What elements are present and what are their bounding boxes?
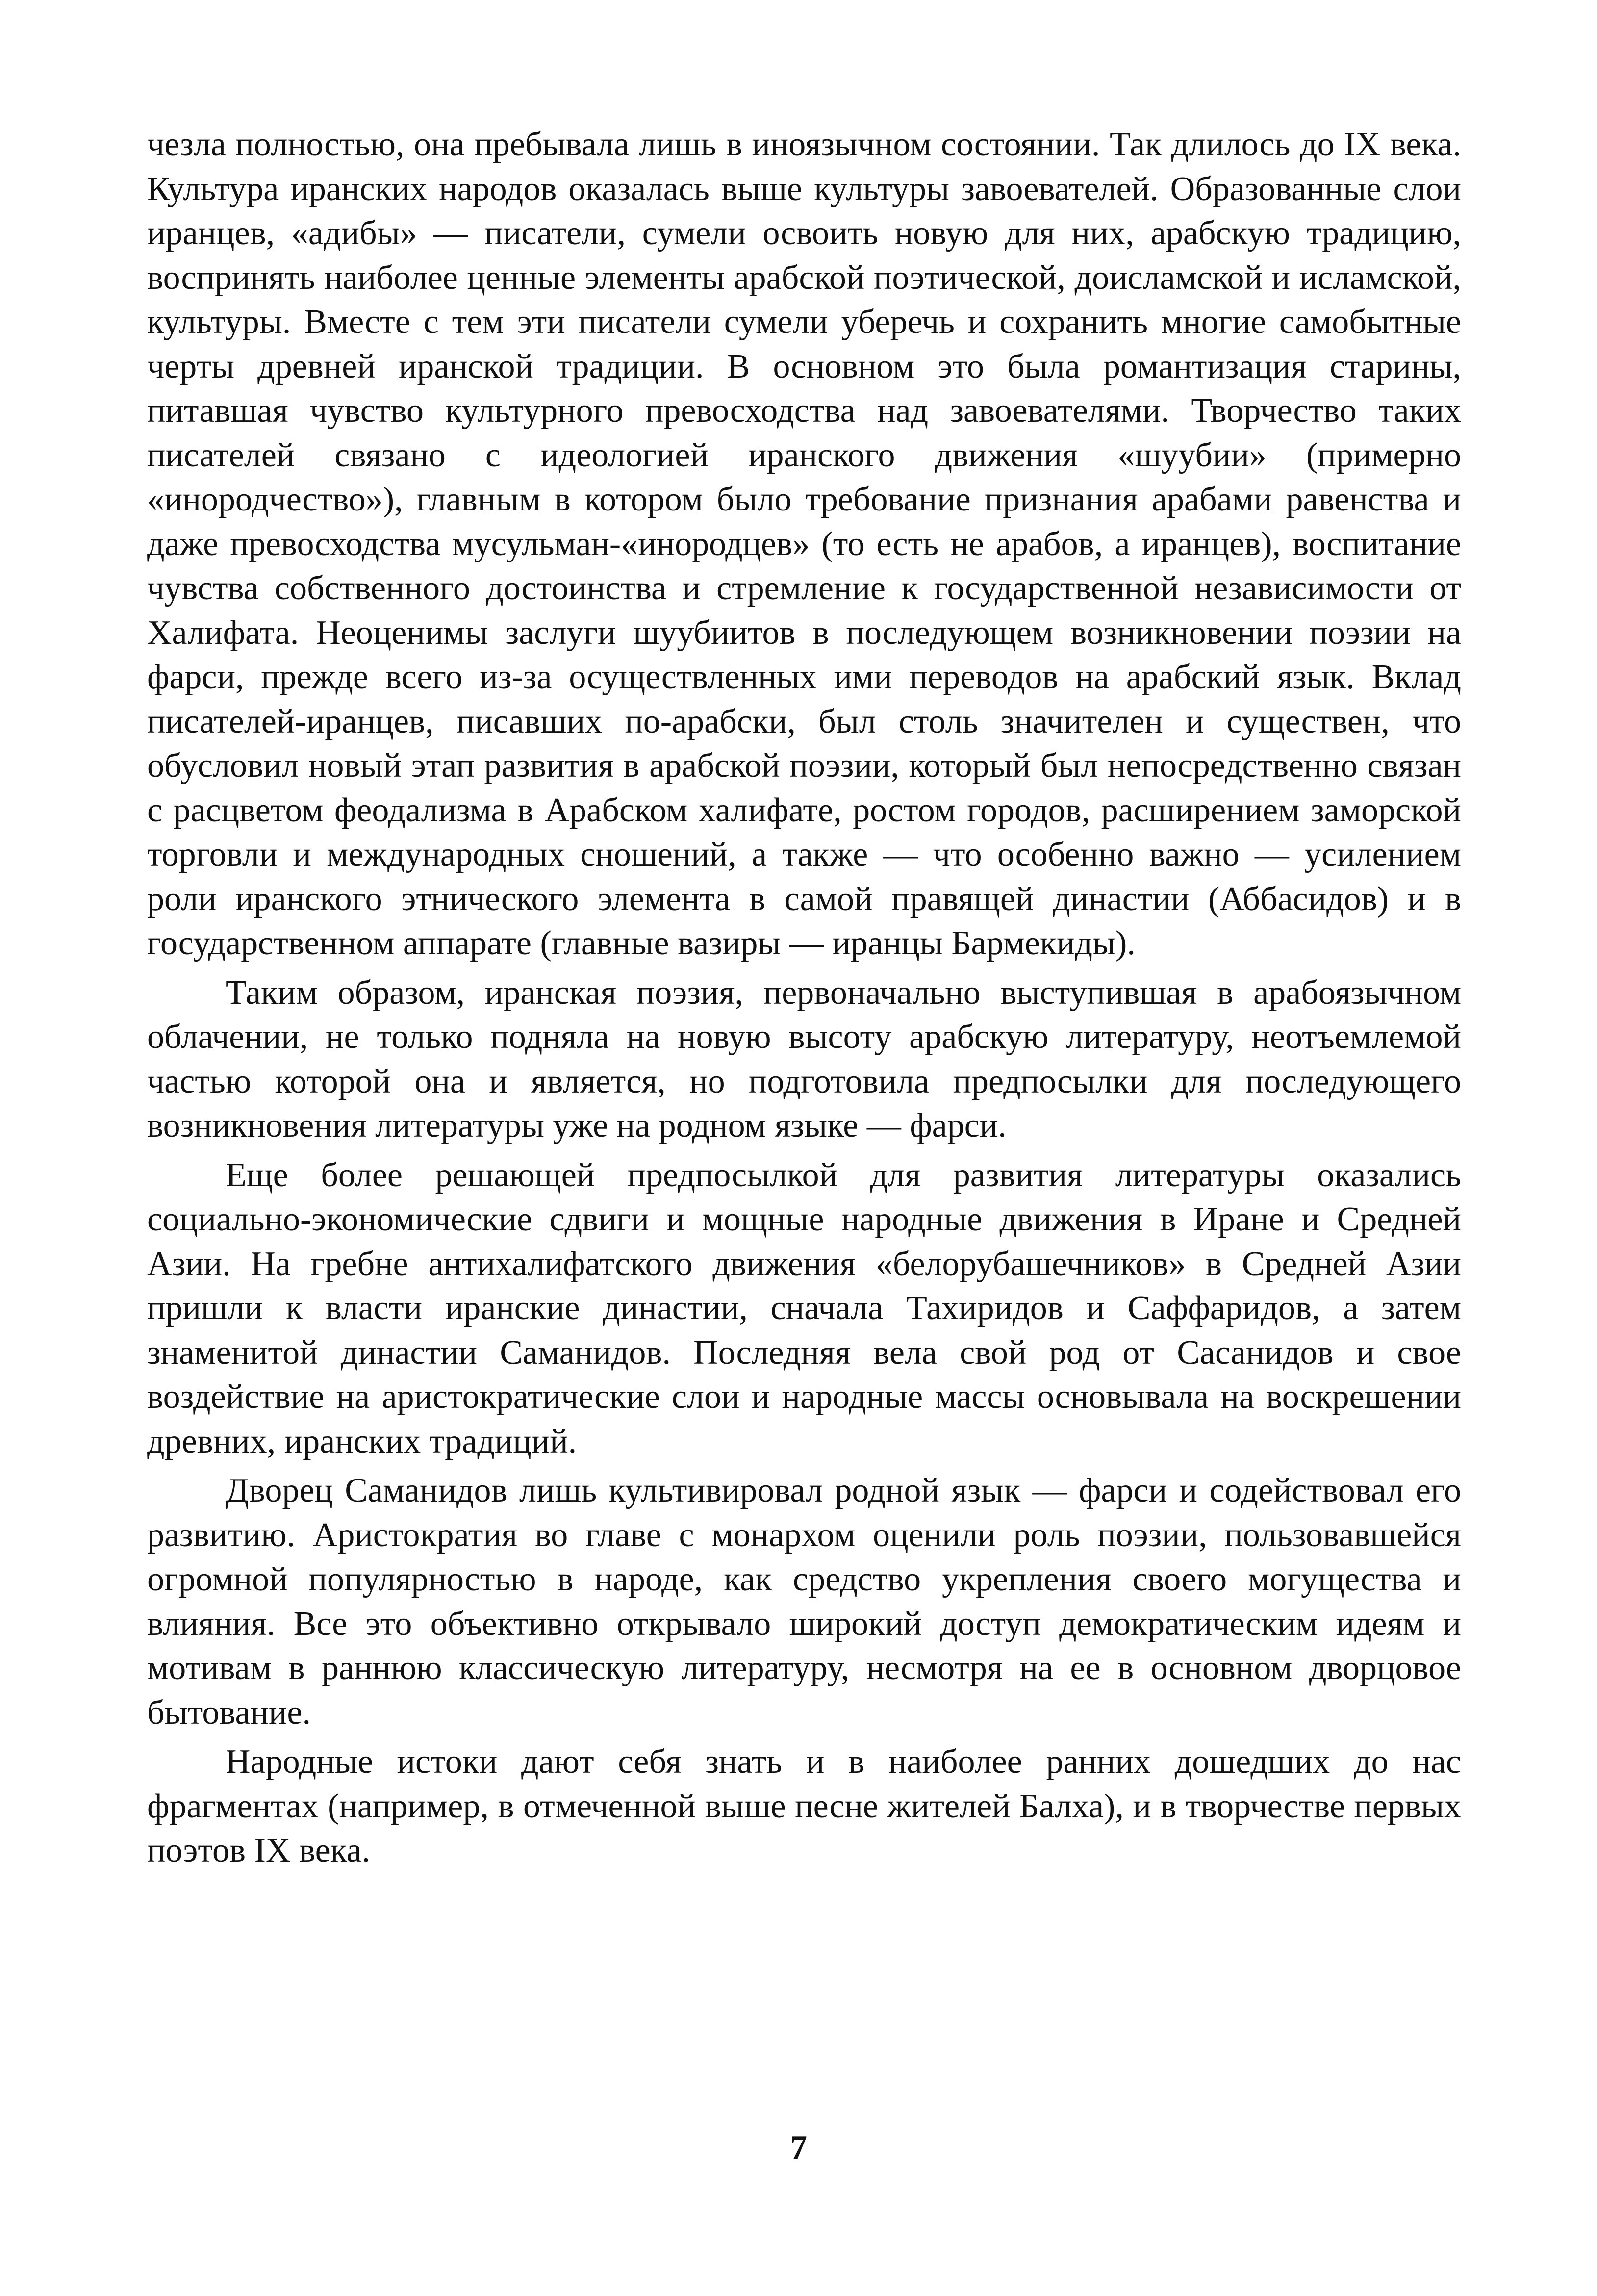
paragraph-4: Дворец Саманидов лишь культивировал родной язык — фарси и содействовал его развитию. Аристократия во главе с монархом оценили роль поэзии, пользовавшейся огромной популярностью в народе, как средство укрепления своего могущества и влияния. Все это объективно открывало широкий доступ демократическим идеям и мотивам в раннюю классическую литературу, несмотря на ее в основном дворцовое бытование.: [147, 1472, 1461, 1732]
paragraph-1: чезла полностью, она пребывала лишь в иноязычном состоянии. Так длилось до IX века. Культура иранских народов оказалась выше культуры завоевателей. Образованные слои иранцев, «адибы» — писатели, сумели освоить новую для них, арабскую традицию, воспринять наиболее ценные элементы арабской поэтической, доисламской и исламской, культуры. Вместе с тем эти писатели сумели уберечь и сохранить многие самобытные черты древней иранской традиции. В основном это была романтизация старины, питавшая чувство культурного превосходства над завоевателями. Творчество таких писателей связано с идеологией иранского движения «шуубии» (примерно «инородчество»), главным в котором было требование признания арабами равенства и даже превосходства мусульман-«инородцев» (то есть не арабов, а иранцев), воспитание чувства собственного достоинства и стремление к государственной независимости от Халифата. Неоценимы заслуги шуубиитов в последующем возникновении поэзии на фарси, прежде всего из-за осуществленных ими переводов на арабский язык. Вклад писателей-иранцев, писавших по-арабски, был столь значителен и существен, что обусловил новый этап развития в арабской поэзии, который был непосредственно связан с расцветом феодализма в Арабском халифате, ростом городов, расширением заморской торговли и международных сношений, а также — что особенно важно — усилением роли иранского этнического элемента в самой правящей династии (Аббасидов) и в государственном аппарате (главные вазиры — иранцы Бармекиды).: [147, 126, 1461, 962]
paragraph-2: Таким образом, иранская поэзия, первоначально выступившая в арабоязычном облачении, не только подняла на новую высоту арабскую литературу, неотъемлемой частью которой она и является, но подготовила предпосылки для последующего возникновения литературы уже на родном языке — фарси.: [147, 973, 1461, 1145]
page-number: 7: [790, 2129, 807, 2167]
paragraph-5: Народные истоки дают себя знать и в наиболее ранних дошедших до нас фрагментах (например, в отмеченной выше песне жителей Балха), и в творчестве первых поэтов IX века.: [147, 1743, 1461, 1869]
page-text: [147, 123, 1461, 1873]
paragraph-3: Еще более решающей предпосылкой для развития литературы оказались социально-экономические сдвиги и мощные народные движения в Иране и Средней Азии. На гребне антихалифатского движения «белорубашечников» в Средней Азии пришли к власти иранские династии, сначала Тахиридов и Саффаридов, а затем знаменитой династии Саманидов. Последняя вела свой род от Сасанидов и свое воздействие на аристократические слои и народные массы основывала на воскрешении древних, иранских традиций.: [147, 1156, 1461, 1460]
